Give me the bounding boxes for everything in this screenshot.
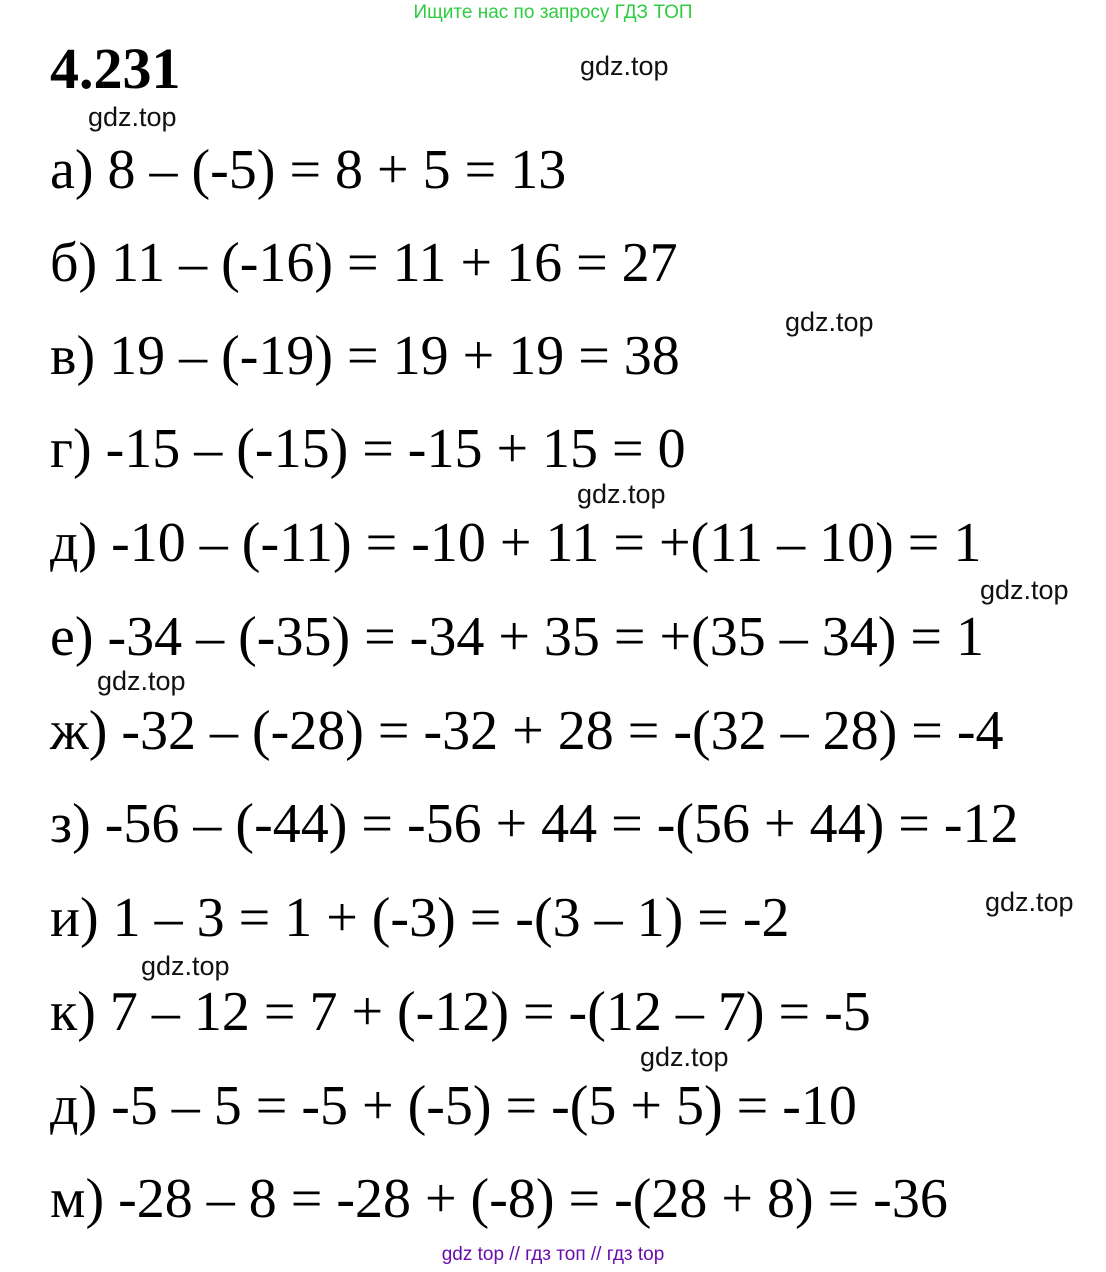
watermark: gdz.top — [97, 666, 186, 696]
watermark: gdz.top — [785, 307, 874, 337]
solution-line-e: е) -34 – (-35) = -34 + 35 = +(35 – 34) = 1 — [50, 606, 984, 668]
solution-line-v: в) 19 – (-19) = 19 + 19 = 38 — [50, 325, 680, 387]
watermark: gdz.top — [88, 102, 177, 132]
footer-links: gdz top // гдз топ // гдз top — [441, 1244, 665, 1265]
watermark: gdz.top — [577, 479, 666, 509]
solution-line-zh: ж) -32 – (-28) = -32 + 28 = -(32 – 28) = -4 — [50, 700, 1004, 762]
solution-line-a: а) 8 – (-5) = 8 + 5 = 13 — [50, 139, 567, 201]
watermark: gdz.top — [640, 1042, 729, 1072]
solution-line-d: д) -10 – (-11) = -10 + 11 = +(11 – 10) = 1 — [50, 512, 982, 574]
problem-number: 4.231 — [50, 36, 181, 101]
solution-line-i: и) 1 – 3 = 1 + (-3) = -(3 – 1) = -2 — [50, 887, 790, 949]
top-banner: Ищите нас по запросу ГДЗ ТОП — [413, 2, 693, 23]
solution-line-z: з) -56 – (-44) = -56 + 44 = -(56 + 44) = -12 — [50, 793, 1019, 855]
solution-line-k: к) 7 – 12 = 7 + (-12) = -(12 – 7) = -5 — [50, 981, 871, 1043]
watermark: gdz.top — [580, 51, 669, 81]
watermark: gdz.top — [141, 951, 230, 981]
solution-line-m: м) -28 – 8 = -28 + (-8) = -(28 + 8) = -36 — [50, 1168, 948, 1230]
solution-line-b: б) 11 – (-16) = 11 + 16 = 27 — [50, 232, 678, 294]
solution-line-d2: д) -5 – 5 = -5 + (-5) = -(5 + 5) = -10 — [50, 1075, 857, 1137]
watermark: gdz.top — [980, 575, 1069, 605]
watermark: gdz.top — [985, 887, 1074, 917]
solution-line-g: г) -15 – (-15) = -15 + 15 = 0 — [50, 418, 686, 480]
